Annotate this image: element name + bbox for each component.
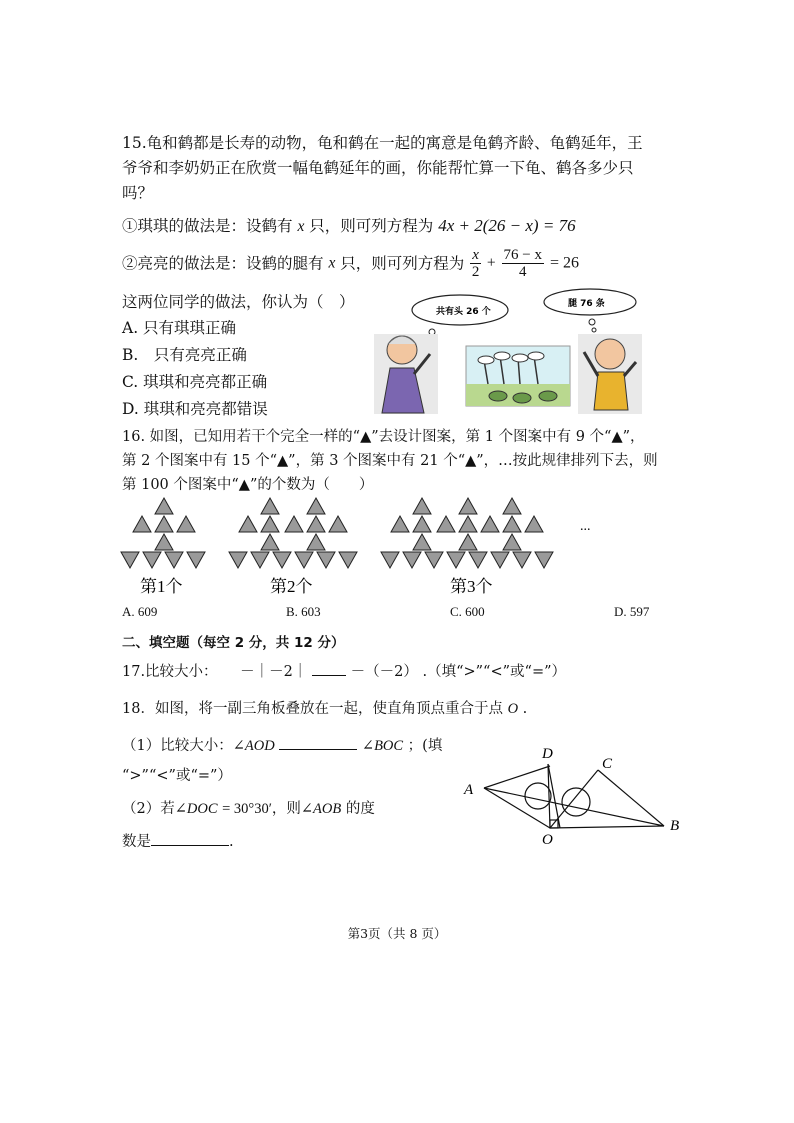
q18-part1-line2: “>”“<”或“=”） [122,768,232,784]
q18-intro: 18．如图，将一副三角板叠放在一起，使直角顶点重合于点 O . [122,701,528,717]
line-OB [550,826,664,828]
q15-option-a: A. 只有琪琪正确 [122,319,237,337]
circle-left [525,783,551,809]
q18-figure [456,740,696,848]
caption-pattern-3: 第3个 [450,577,493,596]
section-title: 二、填空题（每空 2 分，共 12 分） [122,635,345,651]
q17: 17.比较大小： －｜－2｜ －（－2） .（填“>”“<”或“=”） [122,664,567,680]
q15-line3: 吗？ [122,184,154,202]
q15-option-c: C. 琪琪和亮亮都正确 [122,373,268,391]
q15-line1: 15.龟和鹤都是长寿的动物，龟和鹤在一起的寓意是龟鹤齐龄、龟鹤延年，王 [122,134,643,152]
q18-part2-blank[interactable] [151,845,229,846]
q16-triangle-patterns [118,494,618,598]
pattern-2 [229,498,357,568]
grandpa-figure [578,334,642,414]
q16-line2: 第 2 个图案中有 15 个“▲”，第 3 个图案中有 21 个“▲”，…按此规律排列下去，则 [122,453,658,469]
label-B: B [670,818,680,834]
line-CB [598,770,664,826]
q16-option-a: A. 609 [122,604,158,619]
line-OC [550,770,598,828]
q15-equation1: 4x + 2(26 − x) = 76 [438,216,576,235]
circle-right [562,788,590,816]
q15-line2: 爷爷和李奶奶正在欣赏一幅龟鹤延年的画，你能帮忙算一下龟、鹤各多少只 [122,159,634,177]
q18-part2-line2: 数是 . [122,834,234,850]
q15-method1: ①琪琪的做法是：设鹤有 x 只，则可列方程为 4x + 2(26 − x) = 76 [122,216,576,235]
crane-turtle-picture [466,346,570,406]
thought-bubble-right [544,289,636,332]
line-A-D [484,766,550,788]
q15-illustration [372,288,644,416]
q17-answer-blank[interactable] [312,675,346,676]
label-A: A [464,782,474,798]
label-D: D [542,746,553,762]
caption-pattern-2: 第2个 [270,577,313,596]
bubble-left-text: 共有头 26 个 [436,307,491,317]
pattern-3 [381,498,553,568]
q18-part2: （2）若∠DOC = 30°30′，则∠AOB 的度 [122,801,375,817]
bubble-right-text: 腿 76 条 [568,299,605,309]
pattern-ellipsis: ... [580,519,591,534]
label-C: C [602,756,613,772]
q15-fraction1: $\frac{x}{2}$ [471,247,480,280]
q15-fraction2: $\frac{76 - x}{4}$ [503,247,542,280]
thought-bubble-left [412,295,508,340]
caption-pattern-1: 第1个 [140,577,183,596]
q16-line1: 16. 如图，已知用若干个完全一样的“▲”去设计图案，第 1 个图案中有 9 个“▲”， [122,429,645,445]
q15-option-b: B. 只有亮亮正确 [122,346,247,364]
q16-option-d: D. 597 [614,604,650,619]
q16-line3: 第 100 个图案中“▲”的个数为（ ） [122,477,374,493]
line-AB [484,788,664,826]
q15-option-d: D. 琪琪和亮亮都错误 [122,400,268,418]
q16-option-b: B. 603 [286,604,321,619]
q15-method2: ②亮亮的做法是：设鹤的腿有 x 只，则可列方程为 $\frac{x}{2}$ + $\frac{76 - x}{4}$ = 26 [122,247,579,280]
q18-part1-blank[interactable] [279,749,357,750]
grandma-figure [374,334,438,414]
label-O: O [542,832,553,848]
pattern-1 [121,498,205,568]
q18-part1: （1）比较大小：∠AOD ∠BOC ；(填 [122,738,443,754]
q16-option-c: C. 600 [450,604,485,619]
page-footer: 第3页（共 8 页） [347,926,447,941]
q15-question: 这两位同学的做法，你认为（ ） [122,293,355,311]
line-OA [484,788,550,828]
